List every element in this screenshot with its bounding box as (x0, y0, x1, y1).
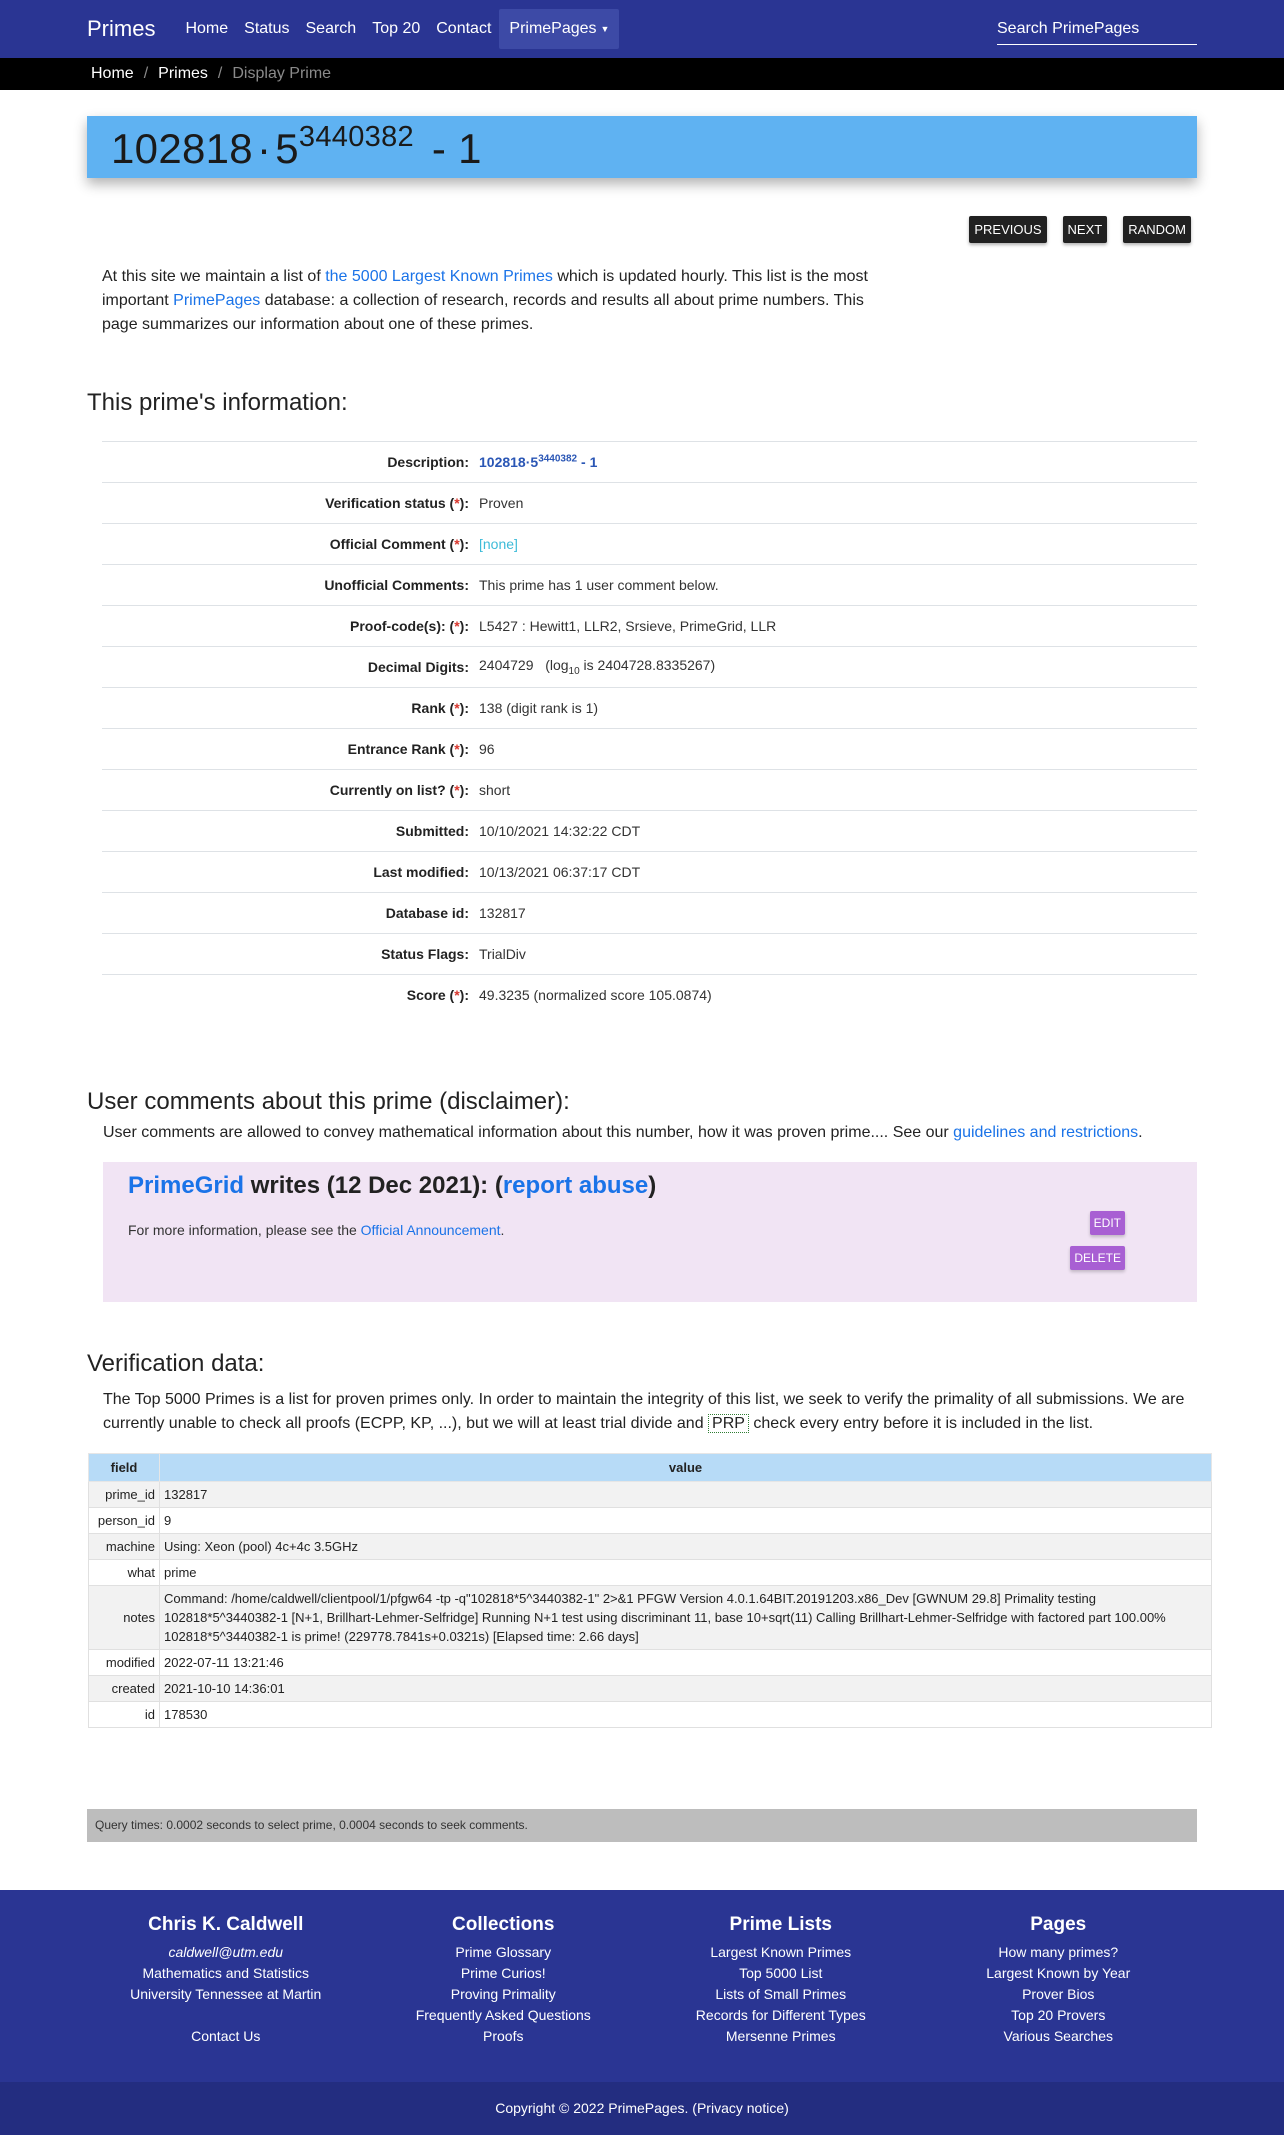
guidelines-link[interactable]: guidelines and restrictions (953, 1123, 1139, 1141)
digits-value: 2404729 ($\log_{10}$ is 2404728.8335267) (479, 647, 1197, 688)
nav-top20[interactable]: Top 20 (372, 20, 421, 37)
footer-link[interactable]: Records for Different Types (695, 2006, 866, 2023)
value-cell: Command: /home/caldwell/clientpool/1/pfgw64 -tp -q"102818*5^3440382-1" 2>&1 PFGW Version 4.0.1.64BIT.20191203.x86_Dev [GWNUM 29.8] Primality testing 102818*5^3440382-1 [N+1, Brillhart-Lehmer-Selfridge] Running N+1 test using discriminant 11, base 10+sqrt(11) Calling Brillhart-Lehmer-Selfridge with factored part 100.00% 102818*5^3440382-1 is prime! (229778.7841s+0.0321s) [Elapsed time: 2.66 days] (160, 1585, 1212, 1649)
footer-col-title: Prime Lists (729, 1913, 832, 1935)
footer (0, 1890, 1284, 2135)
nav-home[interactable]: Home (185, 20, 229, 37)
footer-link[interactable]: Proving Primality (450, 1985, 556, 2002)
table-row (102, 606, 1197, 647)
table-row (102, 647, 1197, 688)
comments-intro: User comments are allowed to convey mathematical information about this number, how it was proven prime.... See our guidelines and restrictions. (103, 1123, 1143, 1141)
footer-link[interactable]: Prover Bios (1022, 1985, 1095, 2002)
value-cell: 132817 (160, 1481, 1212, 1507)
unofficial-value: This prime has 1 user comment below. (479, 565, 1197, 606)
help-star-link[interactable]: * (454, 987, 460, 1004)
footer-col-prime-lists (642, 1914, 920, 2082)
table-row (89, 1533, 1212, 1559)
footer-col-collections (365, 1914, 643, 2082)
database-id-value: 132817 (479, 893, 1197, 934)
description-label: Description: (102, 442, 479, 483)
footer-link[interactable]: Top 20 Provers (1011, 2006, 1106, 2023)
table-row (89, 1649, 1212, 1675)
nav-contact[interactable]: Contact (436, 20, 492, 37)
help-star-link[interactable]: * (454, 782, 460, 798)
brand-link[interactable]: Primes (87, 16, 156, 41)
value-cell: 178530 (160, 1701, 1212, 1727)
footer-link[interactable]: How many primes? (998, 1943, 1119, 1960)
on-list-value: short (479, 770, 1197, 811)
table-row (102, 893, 1197, 934)
delete-button[interactable]: DELETE (1070, 1246, 1125, 1270)
breadcrumb-separator: / (217, 65, 223, 82)
copyright-bar: Copyright © 2022 PrimePages. (Privacy notice) (0, 2082, 1284, 2135)
verification-label: Verification status (*): (102, 483, 479, 524)
footer-col-title: Pages (1030, 1913, 1087, 1935)
help-star-link[interactable]: * (454, 700, 460, 716)
prime-nav-buttons (87, 216, 1197, 243)
nav-dropdown-label: PrimePages (509, 20, 597, 38)
email-link[interactable]: caldwell@utm.edu (168, 1943, 284, 1960)
nav-status[interactable]: Status (244, 20, 290, 37)
column-header-value: value (160, 1453, 1212, 1481)
score-value: 49.3235 (normalized score 105.0874) (479, 975, 1197, 1016)
last-modified-label: Last modified: (102, 852, 479, 893)
caret-down-icon: ▼ (600, 24, 610, 34)
breadcrumb-current: Display Prime (232, 65, 332, 82)
field-cell: prime_id (89, 1481, 160, 1507)
breadcrumb-separator: / (143, 65, 149, 82)
footer-link[interactable]: Various Searches (1003, 2027, 1113, 2044)
table-row (102, 565, 1197, 606)
digits-label: Decimal Digits: (102, 647, 479, 688)
field-cell: notes (89, 1585, 160, 1649)
table-row (102, 729, 1197, 770)
footer-link[interactable]: Lists of Small Primes (715, 1985, 847, 2002)
official-announcement-link[interactable]: Official Announcement (360, 1221, 501, 1238)
footer-text: University Tennessee at Martin (130, 1985, 322, 2002)
verification-table (88, 1453, 1212, 1728)
footer-link[interactable]: Proofs (483, 2027, 524, 2044)
footer-link[interactable]: Top 5000 List (739, 1964, 823, 1981)
prime-info-table (102, 441, 1197, 1016)
help-star-link[interactable]: * (454, 618, 460, 634)
value-cell: Using: Xeon (pool) 4c+4c 3.5GHz (160, 1533, 1212, 1559)
value-cell: 2021-10-10 14:36:01 (160, 1675, 1212, 1701)
submitted-value: 10/10/2021 14:32:22 CDT (479, 811, 1197, 852)
footer-link[interactable]: Frequently Asked Questions (415, 2006, 591, 2023)
table-row (89, 1559, 1212, 1585)
verification-heading: Verification data: (87, 1349, 265, 1377)
comments-heading: User comments about this prime (disclaimer): (87, 1087, 570, 1115)
table-row (102, 852, 1197, 893)
last-modified-value: 10/13/2021 06:37:17 CDT (479, 852, 1197, 893)
field-cell: what (89, 1559, 160, 1585)
contact-us-link[interactable]: Contact Us (191, 2027, 261, 2044)
entrance-rank-value: 96 (479, 729, 1197, 770)
table-row (102, 934, 1197, 975)
nav-search[interactable]: Search (305, 20, 357, 37)
random-button[interactable]: RANDOM (1123, 216, 1191, 243)
rank-value: 138 (digit rank is 1) (479, 688, 1197, 729)
database-id-label: Database id: (102, 893, 479, 934)
description-link[interactable]: $102818\cdot 5^{3440382} - 1$ (479, 453, 598, 471)
table-row (102, 811, 1197, 852)
info-heading: This prime's information: (87, 389, 348, 416)
largest-primes-link[interactable]: the 5000 Largest Known Primes (325, 268, 553, 285)
proof-value: L5427 : Hewitt1, LLR2, Srsieve, PrimeGrid, LLR (479, 606, 1197, 647)
official-comment-label: Official Comment (*): (102, 524, 479, 565)
footer-link[interactable]: Largest Known by Year (986, 1964, 1131, 1981)
table-row (102, 483, 1197, 524)
table-row (102, 688, 1197, 729)
field-cell: machine (89, 1533, 160, 1559)
footer-col-author (87, 1914, 365, 2082)
score-label: Score (*): (102, 975, 479, 1016)
entrance-rank-label: Entrance Rank (*): (102, 729, 479, 770)
table-row (89, 1507, 1212, 1533)
on-list-label: Currently on list? (*): (102, 770, 479, 811)
table-row (102, 975, 1197, 1016)
primepages-footer-link[interactable]: PrimePages (608, 2099, 685, 2116)
submitted-label: Submitted: (102, 811, 479, 852)
primepages-link[interactable]: PrimePages (173, 292, 261, 309)
verification-value: Proven (479, 483, 1197, 524)
intro-paragraph: At this site we maintain a list of the 5000 Largest Known Primes which is updated hourly. This list is the most important PrimePages database: a collection of research, records and results all about prime numbers. This page summarizes our information about one of these primes. (102, 268, 868, 333)
help-star-link[interactable]: * (454, 495, 460, 511)
previous-button[interactable]: PREVIOUS (969, 216, 1046, 243)
table-row (102, 524, 1197, 565)
footer-text: Mathematics and Statistics (142, 1964, 309, 1981)
breadcrumb-primes[interactable]: Primes (158, 65, 208, 82)
status-flags-label: Status Flags: (102, 934, 479, 975)
top-navbar (0, 0, 1284, 58)
footer-col-title: Chris K. Caldwell (148, 1913, 304, 1935)
value-cell: prime (160, 1559, 1212, 1585)
table-row (89, 1701, 1212, 1727)
footer-col-title: Collections (452, 1913, 555, 1935)
edit-button[interactable]: EDIT (1090, 1211, 1125, 1235)
value-cell: 2022-07-11 13:21:46 (160, 1649, 1212, 1675)
proof-label: Proof-code(s): (*): (102, 606, 479, 647)
table-row (102, 442, 1197, 483)
search-input[interactable] (997, 14, 1197, 45)
help-star-link[interactable]: * (454, 741, 460, 757)
value-cell: 9 (160, 1507, 1212, 1533)
table-row (89, 1585, 1212, 1649)
footer-link[interactable]: Prime Curios! (460, 1964, 546, 1981)
field-cell: modified (89, 1649, 160, 1675)
footer-link[interactable]: Largest Known Primes (710, 1943, 852, 1960)
comment-title: PrimeGrid writes (12 Dec 2021): (report abuse) (128, 1171, 657, 1199)
report-abuse-link[interactable]: report abuse (502, 1171, 649, 1199)
disclaimer-link[interactable]: disclaimer (447, 1087, 556, 1115)
field-cell: created (89, 1675, 160, 1701)
next-button[interactable]: NEXT (1063, 216, 1108, 243)
footer-col-pages (920, 1914, 1198, 2082)
column-header-field: field (89, 1453, 160, 1481)
prp-abbr: PRP (708, 1414, 749, 1433)
official-comment-link[interactable]: [none] (479, 536, 518, 552)
field-cell: id (89, 1701, 160, 1727)
table-row (89, 1675, 1212, 1701)
breadcrumb-home[interactable]: Home (91, 65, 134, 82)
footer-link[interactable]: Prime Glossary (455, 1943, 552, 1960)
unofficial-label: Unofficial Comments: (102, 565, 479, 606)
nav-primepages-dropdown[interactable] (499, 9, 619, 49)
comment-author-link[interactable]: PrimeGrid (128, 1171, 245, 1199)
breadcrumb (0, 58, 1284, 90)
status-flags-value: TrialDiv (479, 934, 1197, 975)
footer-link[interactable]: Mersenne Primes (725, 2027, 836, 2044)
privacy-notice-link[interactable]: Privacy notice (696, 2099, 785, 2116)
table-row (89, 1481, 1212, 1507)
comment-body: For more information, please see the Official Announcement. (128, 1221, 505, 1238)
user-comment (103, 1162, 1197, 1302)
verification-intro: The Top 5000 Primes is a list for proven primes only. In order to maintain the integrity of this list, we seek to verify the primality of all submissions. We are currently unable to check all proofs (ECPP, KP, ...), but we will at least trial divide and PRP check every entry before it is included in the list. (103, 1390, 1185, 1432)
query-times: Query times: 0.0002 seconds to select prime, 0.0004 seconds to seek comments. (87, 1809, 1197, 1842)
field-cell: person_id (89, 1507, 160, 1533)
prime-title-card (87, 116, 1197, 178)
help-star-link[interactable]: * (454, 536, 460, 552)
page-title: $102818\cdot 5^{3440382} - 1$ (111, 121, 482, 172)
rank-label: Rank (*): (102, 688, 479, 729)
table-row (102, 770, 1197, 811)
